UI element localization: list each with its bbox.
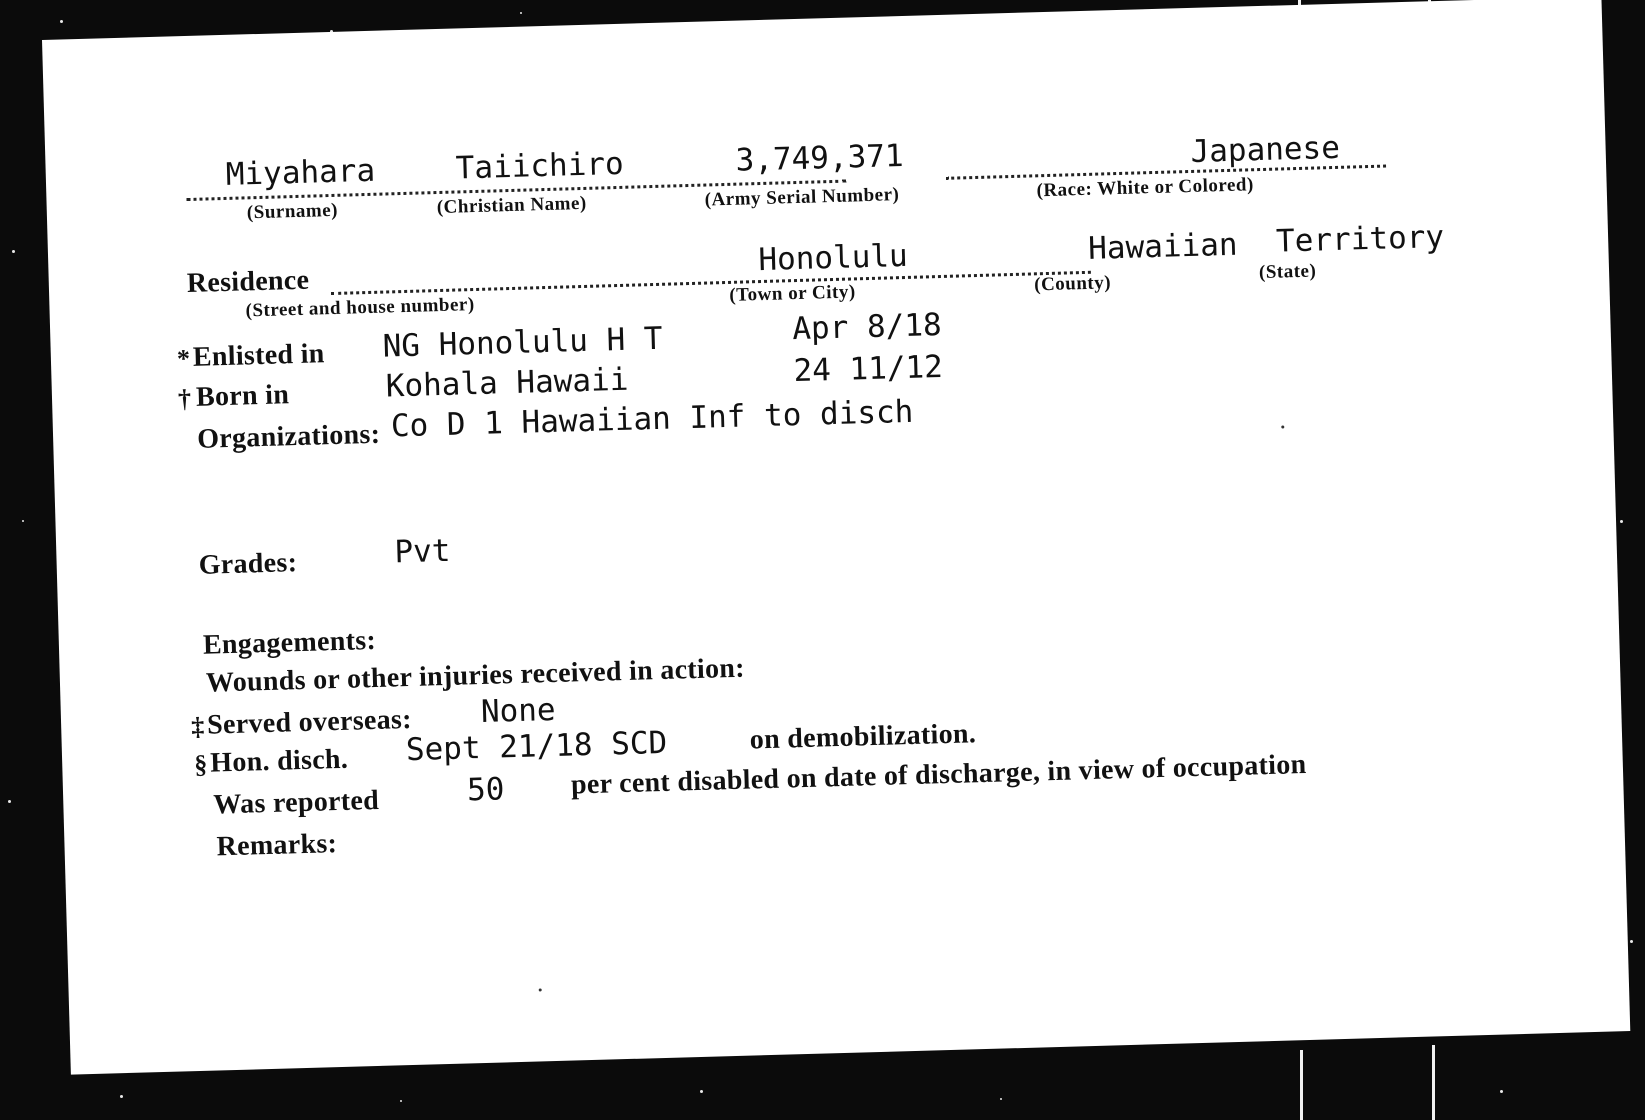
grades-value: Pvt bbox=[393, 532, 451, 571]
race-caption: (Race: White or Colored) bbox=[1036, 174, 1255, 202]
dust-speck bbox=[1500, 1090, 1503, 1093]
surname-value: Miyahara bbox=[225, 152, 376, 193]
christian-name-value: Taiichiro bbox=[455, 145, 625, 187]
dust-speck bbox=[12, 250, 15, 253]
town-value: Honolulu bbox=[757, 237, 909, 279]
town-caption: (Town or City) bbox=[729, 281, 856, 306]
film-edge-mark bbox=[1300, 1050, 1303, 1120]
surname-caption: (Surname) bbox=[246, 199, 339, 224]
footnote-mark: § bbox=[193, 749, 208, 780]
discharge-value: Sept 21/18 SCD bbox=[405, 724, 668, 769]
dust-speck bbox=[1000, 1098, 1002, 1100]
wounds-label: Wounds or other injuries received in action: bbox=[205, 652, 746, 699]
enlisted-date-value: Apr 8/18 bbox=[791, 306, 943, 348]
residence-label: Residence bbox=[186, 264, 310, 300]
dust-speck bbox=[1620, 520, 1623, 523]
residence-dotted-line bbox=[331, 271, 1091, 295]
organizations-label: Organizations: bbox=[196, 418, 381, 455]
footnote-mark: ‡ bbox=[190, 711, 205, 742]
service-record-card bbox=[42, 0, 1630, 1075]
state-caption: (State) bbox=[1258, 260, 1317, 284]
enlisted-label: Enlisted in bbox=[192, 338, 325, 373]
born-date-value: 24 11/12 bbox=[793, 348, 944, 390]
dust-speck bbox=[22, 520, 24, 522]
dust-speck bbox=[8, 800, 11, 803]
dust-speck bbox=[1630, 940, 1633, 943]
discharge-label: Hon. disch. bbox=[209, 743, 349, 779]
race-value: Japanese bbox=[1190, 129, 1341, 170]
born-label: Born in bbox=[195, 379, 290, 413]
served-overseas-value: None bbox=[480, 691, 557, 730]
film-edge-mark bbox=[1432, 1045, 1435, 1120]
dust-speck bbox=[60, 20, 63, 23]
footnote-mark: * bbox=[176, 343, 191, 374]
discharge-suffix: on demobilization. bbox=[749, 718, 977, 756]
born-place-value: Kohala Hawaii bbox=[385, 361, 629, 405]
ink-dot bbox=[1281, 425, 1284, 428]
state-value: Territory bbox=[1275, 218, 1445, 260]
dust-speck bbox=[120, 1095, 123, 1098]
serial-number-caption: (Army Serial Number) bbox=[704, 184, 900, 211]
serial-number-value: 3,749,371 bbox=[735, 137, 905, 179]
organizations-value: Co D 1 Hawaiian Inf to disch bbox=[390, 393, 914, 445]
grades-label: Grades: bbox=[198, 547, 298, 581]
footnote-mark: † bbox=[177, 383, 192, 414]
enlisted-place-value: NG Honolulu H T bbox=[382, 320, 664, 365]
county-caption: (County) bbox=[1033, 272, 1112, 296]
christian-name-caption: (Christian Name) bbox=[436, 192, 588, 219]
disability-label: Was reported bbox=[212, 784, 380, 821]
street-caption: (Street and house number) bbox=[245, 294, 475, 322]
served-overseas-label: Served overseas: bbox=[206, 703, 413, 741]
ink-dot bbox=[539, 988, 542, 991]
engagements-label: Engagements: bbox=[202, 624, 377, 661]
dust-speck bbox=[700, 1090, 703, 1093]
dust-speck bbox=[520, 12, 522, 14]
county-value: Hawaiian bbox=[1087, 226, 1238, 267]
dust-speck bbox=[400, 1100, 402, 1102]
disability-value: 50 bbox=[466, 771, 505, 809]
disability-suffix: per cent disabled on date of discharge, in view of occupation bbox=[570, 748, 1307, 801]
remarks-label: Remarks: bbox=[216, 828, 338, 863]
